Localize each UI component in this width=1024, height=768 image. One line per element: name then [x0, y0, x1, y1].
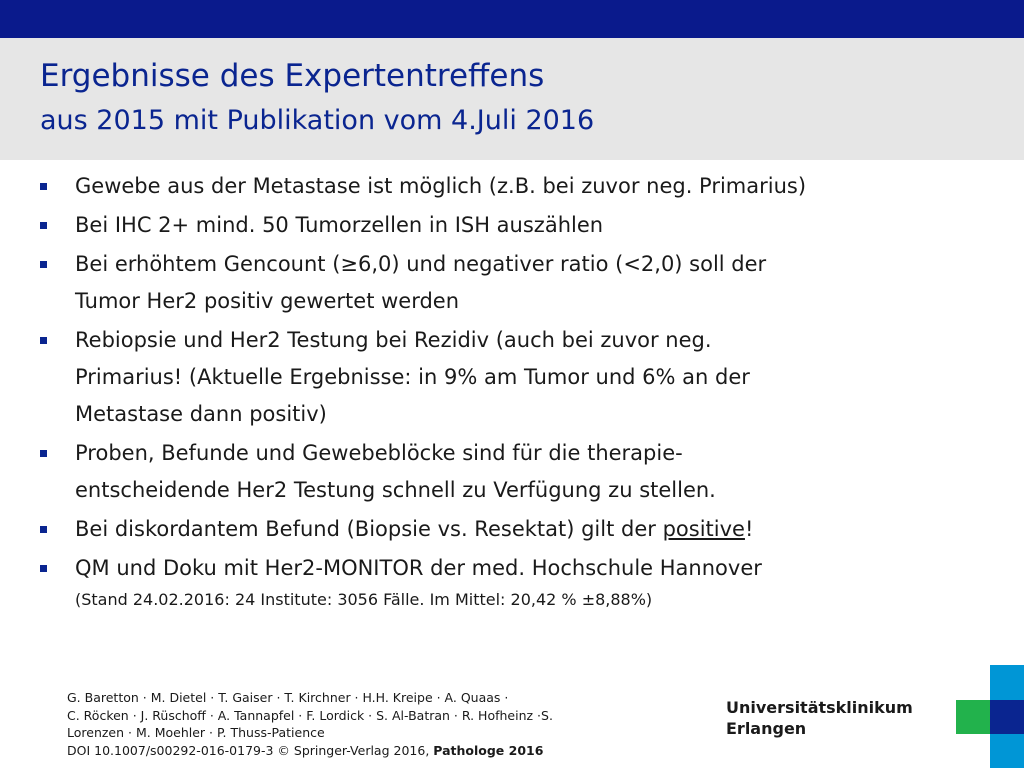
- slide-subtitle: aus 2015 mit Publikation vom 4.Juli 2016: [40, 105, 595, 136]
- bullet-text: Primarius! (Aktuelle Ergebnisse: in 9% am Tumor und 6% an der: [75, 365, 750, 389]
- bullet-item: [38, 207, 998, 244]
- logo-square-cyan-bottom: [990, 734, 1024, 768]
- bullet-text: Tumor Her2 positiv gewertet werden: [75, 289, 460, 313]
- bullet-text-prefix: Bei diskordantem Befund (Biopsie vs. Resektat) gilt der: [75, 517, 663, 541]
- bullet-square-icon: [40, 183, 47, 190]
- bullet-item: [38, 435, 998, 509]
- bullet-square-icon: [40, 337, 47, 344]
- bullet-text: Bei erhöhtem Gencount (≥6,0) und negativer ratio (<2,0) soll der: [75, 252, 767, 276]
- logo-square-green: [956, 700, 990, 734]
- bullet-square-icon: [40, 526, 47, 533]
- bullet-text: Rebiopsie und Her2 Testung bei Rezidiv (auch bei zuvor neg.: [75, 328, 712, 352]
- bullet-square-icon: [40, 450, 47, 457]
- citation-line: C. Röcken · J. Rüschoff · A. Tannapfel · F. Lordick · S. Al-Batran · R. Hofheinz ·S.: [67, 707, 553, 723]
- bullet-item: [38, 511, 998, 548]
- institution-name: Universitätsklinikum: [726, 698, 913, 717]
- bullet-text: Bei IHC 2+ mind. 50 Tumorzellen in ISH auszählen: [75, 213, 604, 237]
- bullet-text: Proben, Befunde und Gewebeblöcke sind für die therapie-: [75, 441, 683, 465]
- bullet-square-icon: [40, 261, 47, 268]
- bullet-subtext: (Stand 24.02.2016: 24 Institute: 3056 Fälle. Im Mittel: 20,42 % ±8,88%): [75, 590, 653, 609]
- citation-line: [67, 742, 667, 760]
- bullet-list: [38, 168, 998, 615]
- bullet-item: [38, 168, 998, 205]
- institution-logo-text: [726, 697, 913, 739]
- logo-square-dark: [990, 700, 1024, 734]
- bullet-text: QM und Doku mit Her2-MONITOR der med. Hochschule Hannover: [75, 556, 762, 580]
- bullet-item: [38, 246, 998, 320]
- citation-journal: Pathologe 2016: [433, 742, 544, 758]
- bullet-item: [38, 322, 998, 433]
- underlined-word: positive: [662, 517, 745, 541]
- bullet-text: Gewebe aus der Metastase ist möglich (z.B. bei zuvor neg. Primarius): [75, 174, 807, 198]
- bullet-text: Metastase dann positiv): [75, 402, 327, 426]
- citation-line: G. Baretton · M. Dietel · T. Gaiser · T. Kirchner · H.H. Kreipe · A. Quaas ·: [67, 690, 509, 705]
- citation: [67, 689, 667, 759]
- logo-square-cyan-top: [990, 665, 1024, 700]
- citation-doi: DOI 10.1007/s00292-016-0179-3 © Springer-Verlag 2016,: [67, 742, 434, 758]
- bullet-text: entscheidende Her2 Testung schnell zu Verfügung zu stellen.: [75, 478, 716, 502]
- bullet-text-suffix: !: [744, 517, 754, 541]
- bullet-square-icon: [40, 565, 47, 572]
- institution-city: Erlangen: [726, 719, 807, 738]
- bullet-square-icon: [40, 222, 47, 229]
- bullet-item: [38, 550, 998, 613]
- citation-line: Lorenzen · M. Moehler · P. Thuss-Patience: [67, 725, 325, 740]
- title-band: [0, 38, 1024, 160]
- slide-title: Ergebnisse des Expertentreffens: [40, 58, 545, 94]
- bullet-text: [75, 511, 998, 548]
- header-bar: [0, 0, 1024, 38]
